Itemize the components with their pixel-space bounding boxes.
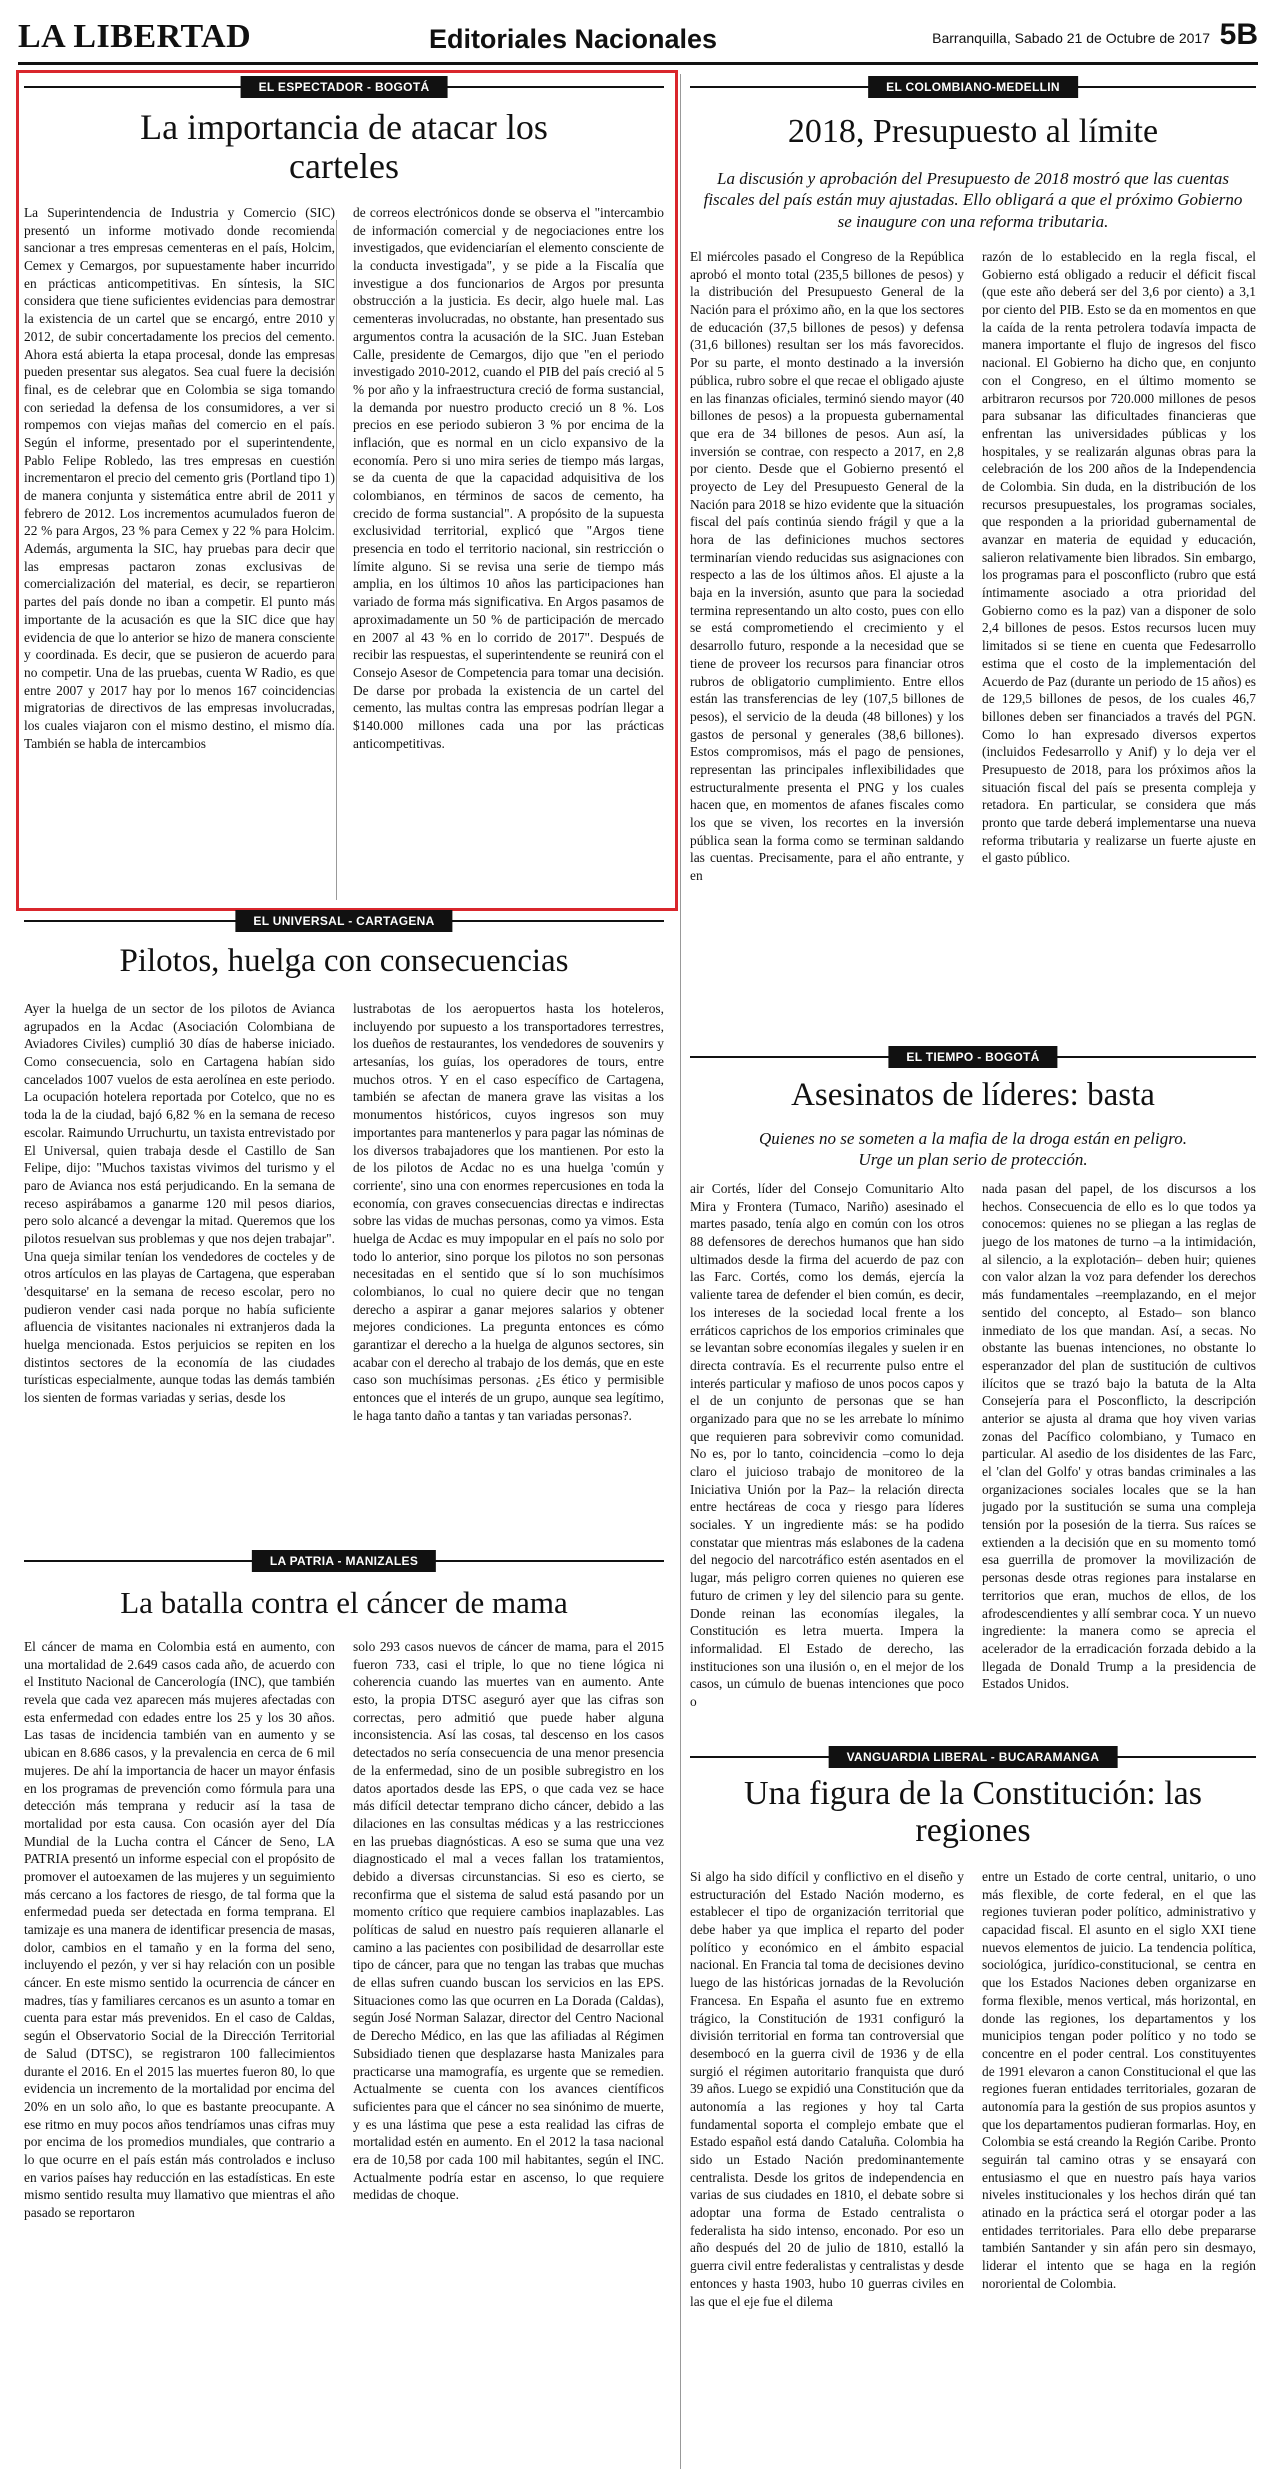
article-kicker: EL TIEMPO - BOGOTÁ [888,1046,1057,1068]
article-column: Ayer la huelga de un sector de los pilotos de Avianca agrupados en la Acdac (Asociación Colombiana de Aviadores Civiles) cumplió 30 días de haberse iniciado. Como consecuencia, solo en Cartagena habían sido cancelados 1007 vuelos de esta aerolínea en este periodo. La ocupación hotelera reportada por Cotelco, que no es toda la de la ciudad, bajó 6,82 % en la semana de receso escolar. Raimundo Urruchurtu, un taxista entrevistado por El Universal, quien trabaja desde el Castillo de San Felipe, dijo: "Muchos taxistas vivimos del turismo y el paro de Avianca nos está perjudicando. En la semana de receso aspirábamos a ganarme 120 mil pesos diarios, pero solo alcancé a devengar la mitad. Queremos que los pilotos resuelvan sus problemas y que nos dejen trabajar". Una queja similar tenían los vendedores de cocteles y de otros artículos en las playas de Cartagena, que esperaban 'desquitarse' en la semana de receso escolar, pero no pudieron vender casi nada porque no había suficiente afluencia de visitantes nacionales ni extranjeros dada la huelga mencionada. Estos perjuicios se repiten en los distintos sectores de la economía de las ciudades turísticas especialmente, aunque todas las demás también los sienten de formas variadas y serias, desde los [24,1001,335,1406]
article-column: nada pasan del papel, de los discursos a los hechos. Consecuencia de ello es lo que todos ya conocemos: quienes no se pliegan a las reglas de juego de los matones de turno –a la intimidación, al silencio, a la explotación– deben huir; quienes con valor alzan la voz para defender los derechos más fundamentales –reemplazando, en el mejor sentido del concepto, al Estado– son blanco inmediato de los que mandan. Así, a secas. No obstante las buenas intenciones, no obstante lo esperanzador del plan de sustitución de cultivos ilícitos que se trazó bajo la batuta de la Alta Consejería para el Posconflicto, la descripción anterior se ajusta al drama que hoy viven varias zonas del Pacífico colombiano, y Tumaco en particular. Al asedio de los disidentes de las Farc, el 'clan del Golfo' y otras bandas criminales a las organizaciones sociales locales que se la han jugado por la sustitución se suma una compleja tensión por la posesión de la tierra. Sus raíces se extienden a la decisión que en su momento tomó esa guerrilla de promover la movilización de personas desde otras regiones para instalarse en territorios que eran, muchos de ellos, de los afrodescendientes y allí sembrar coca. Y un nuevo ingrediente: la manera como se aprecia el acelerador de la erradicación forzada debido a la llegada de Donald Trump a la presidencia de Estados Unidos. [982,1181,1256,1692]
article-headline: 2018, Presupuesto al límite [787,113,1159,150]
article-kicker: EL UNIVERSAL - CARTAGENA [235,910,452,932]
masthead [18,14,1258,65]
article-column: lustrabotas de los aeropuertos hasta los hoteleros, incluyendo por supuesto a los transportadores terrestres, los dueños de restaurantes, los vendedores de souvenirs y artesanías, los guías, los operadores de tours, entre muchos otros. Y en el caso específico de Cartagena, también se afectan de manera grave las visitas a los monumentos históricos, cuyos ingresos son muy importantes para mantenerlos y para pagar las nóminas de los diversos trabajadores que los mantienen. Por esto la de los pilotos de Acdac no es una huelga 'común y corriente', sino una con enormes repercusiones en toda la economía, con graves consecuencias directas e indirectas sobre las vidas de muchas personas, como ya vimos. Esta huelga de Acdac es muy impopular en el país no solo por todo lo anterior, sino porque los pilotos no son personas necesitadas en el sentido que sí lo son muchísimos colombianos, lo cual no quiere decir que no tengan derecho a aspirar a ganar mejores salarios y obtener mejores condiciones. La pregunta entonces es cómo garantizar el derecho a la huelga de algunos sectores, sin acabar con el derecho al trabajo de los demás, que en este caso son muchísimas personas. ¿Es ético y permisible entonces que el interés de un grupo, aunque sea legítimo, le haga tanto daño a tantas y tan variadas personas?. [353,1001,664,1423]
article-presupuesto [690,76,1256,1038]
section-title: Editoriales Nacionales [428,24,718,54]
article-column: solo 293 casos nuevos de cáncer de mama, para el 2015 fueron 733, casi el triple, lo que no tiene lógica ni coherencia cuando las muertes van en aumento. Ante esto, la propia DTSC aseguró ayer que las cifras son correctas, pero admitió que puede haber alguna inconsistencia. Así las cosas, tal descenso en los casos detectados no sería consecuencia de una menor presencia de la enfermedad, sino de un posible subregistro en los datos aportados desde las EPS, o que cada vez se hace más difícil detectar temprano dicho cáncer, debido a las dilaciones en las consultas médicas y a las restricciones en las pruebas diagnósticas. A eso se suma que una vez diagnosticado el mal a veces fallan los tratamientos, debido a diversas circunstancias. Si eso es cierto, se reconfirma que el sistema de salud está pasando por un momento crítico que requiere cambios inaplazables. Las políticas de salud en nuestro país requieren allanarle el camino a las pacientes con posibilidad de desarrollar este tipo de cáncer, para que no tengan las trabas que muchas de ellas sufren cuando buscan los servicios en las EPS. Situaciones como las que ocurren en La Dorada (Caldas), según José Norman Salazar, director del Centro Nacional de Derecho Médico, en las que las afiliadas al Régimen Subsidiado tienen que desplazarse hasta Manizales para practicarse una mamografía, es urgente que se remedien. Actualmente se cuenta con los avances científicos suficientes para que el cáncer no sea sinónimo de muerte, y es una lástima que pese a esta realidad las cifras de mortalidad estén en aumento. En el 2012 la tasa nacional era de 10,58 por cada 100 mil habitantes, según el INC. Actualmente podría estar en ascenso, lo que requiere medidas de choque. [353,1639,664,2203]
issue-date: Barranquilla, Sabado 21 de Octubre de 2017 [932,30,1210,46]
article-kicker: LA PATRIA - MANIZALES [252,1550,436,1572]
article-kicker: EL ESPECTADOR - BOGOTÁ [241,76,448,98]
article-headline: La batalla contra el cáncer de mama [120,1585,568,1620]
article-deck: Quienes no se someten a la mafia de la droga están en peligro. Urge un plan serio de protección. [759,1129,1187,1170]
article-headline: La importancia de atacar los carteles [140,107,548,186]
article-column: air Cortés, líder del Consejo Comunitario Alto Mira y Frontera (Tumaco, Nariño) asesinado el martes pasado, tenía algo en común con los otros 88 defensores de derechos humanos que han sido ultimados desde la firma del acuerdo de paz con las Farc. Cortés, como los demás, ejercía la valiente tarea de defender el bien común, es decir, los intereses de la sociedad local frente a los erráticos caprichos de los emporios criminales que se levantan sobre economías ilegales y suelen ir en directa contravía. Es el recurrente pulso entre el interés particular y mafioso de unos pocos capos y el de un conjunto de personas que se han organizado para que no se les arrebate lo mínimo que requieren para sobrevivir como comunidad. No es, por lo tanto, coincidencia –como lo deja claro el juicioso trabajo de monitoreo de la Iniciativa Unión por la Paz– la relación directa entre hectáreas de coca y riesgo para líderes sociales. Y un ingrediente más: se ha podido constatar que mientras más eslabones de la cadena del negocio del narcotráfico estén asentados en el lugar, más peligro corren quienes no quieren ese futuro de crimen y ley del silencio para su gente. Donde reinan las economías ilegales, la Constitución es letra muerta. Impera la informalidad. El Estado de derecho, las instituciones son una ilusión o, en el mejor de los casos, un cúmulo de buenas intenciones que poco o [690,1181,964,1709]
article-headline: Una figura de la Constitución: las regiones [744,1775,1202,1849]
article-regiones [690,1746,1256,2468]
article-headline: Asesinatos de líderes: basta [791,1077,1155,1113]
article-column: razón de lo establecido en la regla fiscal, el Gobierno está obligado a reducir el déficit fiscal (que este año deberá ser del 3,6 por ciento) a 3,1 por ciento del PIB. Esto se da en momentos en que la caída de la renta petrolera todavía impacta de manera importante el flujo de ingresos del fisco nacional. El Gobierno ha dicho que, en conjunto con el Congreso, en el último momento se arbitraron recursos por 720.000 millones de pesos para subsanar las dificultades financieras que enfrentan las universidades públicas y los hospitales, y se realizarán algunas obras para la celebración de los 200 años de la Independencia de Colombia. Sin duda, en la distribución de los recursos presupuestales, los programas sociales, que responden a la prioridad gubernamental de avanzar en materia de equidad y educación, salieron relativamente bien librados. Sin embargo, los programas para el posconflicto (rubro que está íntimamente asociado a otra prioridad del Gobierno como es la paz) van a disponer de solo 2,4 billones de pesos. Estos recursos lucen muy limitados si se tiene en cuenta que Fedesarrollo estima que el costo de la implementación del Acuerdo de Paz (durante un periodo de 15 años) es de 129,5 billones de pesos, de los cuales 46,7 billones deben ser financiados a través del PGN. Como lo han expresado diversos expertos (incluidos Fedesarrollo y Anif) y lo deja ver el Presupuesto de 2018, para los próximos años la situación fiscal del país se presenta compleja y retadora. En particular, se considera que más pronto que tarde deberá implementarse una nueva reforma tributaria y realizarse un fuerte ajuste en el gasto público. [982,249,1256,866]
article-column: El miércoles pasado el Congreso de la República aprobó el monto total (235,5 billones de pesos) y la distribución del Presupuesto General de la Nación para el próximo año, en la que los sectores de educación (37,5 billones de pesos) y defensa (31,6 billones) resultan ser los más favorecidos. Por su parte, el monto destinado a la inversión pública, rubro sobre el que recae el obligado ajuste en las finanzas oficiales, terminó siendo mayor (40 billones de pesos) a la propuesta gubernamental que era de 34 billones de pesos. Aun así, la inversión se contrae, con respecto a 2017, en 2,8 por ciento. Desde que el Gobierno presentó el proyecto de Ley del Presupuesto General de la Nación para 2018 se hizo evidente que la situación fiscal del país continúa siendo frágil y que a la hora de las definiciones muchos sectores terminarían viendo reducidas sus asignaciones con respecto a las de los últimos años. El ajuste a la baja en la inversión, asunto que para la sociedad termina representando un alto costo, pues con ello se está comprometiendo el crecimiento y el desarrollo futuro, responde a la necesidad que se tiene de proveer los recursos para financiar otros rubros de obligatorio cumplimiento. Entre ellos están las transferencias de ley (107,5 billones de pesos), el servicio de la deuda (48 billones) y los gastos de personal y generales (38,6 billones). Estos compromisos, más el pago de pensiones, representan las principales inflexibilidades que estructuralmente presenta el PNG y los cuales hacen que, en momentos de afanes fiscales como los que se viven, los recortes en la inversión pública sean la forma como se terminan saldando las cuentas. Precisamente, para el año entrante, y en [690,249,964,884]
article-column: entre un Estado de corte central, unitario, o uno más flexible, de corte federal, en el que las regiones tuvieran poder político, administrativo y capacidad fiscal. El asunto en el siglo XXI tiene nuevos elementos de juicio. La tendencia política, sociológica, jurídico-constitucional, se centra en que los Estados Naciones deben organizarse en forma flexible, menos vertical, más horizontal, en donde las regiones, los departamentos y los municipios tengan poder político y no todo se concentre en el poder central. Los constituyentes de 1991 elevaron a canon Constitucional el que las regiones fueran entidades territoriales, gozaran de autonomía para la gestión de sus propios asuntos y que los departamentos pudieran formarlas. Hoy, en Colombia se está creando la Región Caribe. Pronto seguirán tal camino otras y se ensayará con entusiasmo el que en nuestro país haya varios niveles institucionales y los hechos dirán qué tan atinado en la práctica será el otorgar poder a las entidades territoriales. Para ello debe prepararse también Santander y sin afán pero sin desmayo, liderar el intento que se haga en la región nororiental de Colombia. [982,1869,1256,2291]
column-divider [680,74,681,2469]
article-deck: La discusión y aprobación del Presupuesto de 2018 mostró que las cuentas fiscales del país están muy ajustadas. Ello obligará a que el próximo Gobierno se inaugure con una reforma tributaria. [703,169,1243,231]
article-column: La Superintendencia de Industria y Comercio (SIC) presentó un informe motivado donde recomienda sancionar a tres empresas cementeras en el país, Holcim, Cemex y Cemargos, por supuestamente haber incurrido en prácticas anticompetitivas. En síntesis, la SIC considera que tiene suficientes evidencias para demostrar la existencia de un cartel que se encargó, entre 2010 y 2012, de subir concertadamente los precios del cemento. Ahora está abierta la etapa procesal, donde las empresas pueden presentar sus alegatos. Sea cual fuere la decisión final, es de celebrar que en Colombia se siga tomando con seriedad la defensa de los consumidores, a ver si rompemos con viejas mañas del comercio en el país. Según el informe, presentado por el superintendente, Pablo Felipe Robledo, las tres empresas en cuestión incrementaron el precio del cemento gris (Portland tipo 1) de manera conjunta y sistemática entre abril de 2011 y febrero de 2012. Los incrementos acumulados fueron de 22 % para Argos, 23 % para Cemex y 22 % para Holcim. Además, argumenta la SIC, hay pruebas para decir que las empresas pactaron zonas exclusivas de comercialización del material, es decir, se repartieron partes del país donde no iban a competir. El punto más importante de la acusación es que la SIC dice que hay evidencia de que lo anterior se hizo de manera consciente y coordinada. Es decir, que se pusieron de acuerdo para no competir. Una de las pruebas, cuenta W Radio, es que entre 2007 y 2017 hay por lo menos 167 coincidencias migratorias de directivos de las empresas involucradas, los cuales viajaron con el mismo destino, el mismo día. También se habla de intercambios [24,205,335,751]
article-kicker: EL COLOMBIANO-MEDELLIN [868,76,1078,98]
newspaper-name: LA LIBERTAD [18,18,252,55]
article-column: Si algo ha sido difícil y conflictivo en el diseño y estructuración del Estado Nación moderno, es establecer el tipo de organización territorial que debe haber ya que implica el reparto del poder político y económico en el ámbito espacial nacional. En Francia tal toma de decisiones devino luego de las históricas jornadas de la Revolución Francesa. En España el asunto fue en extremo trágico, la Constitución de 1931 configuró la división territorial en forma tan controversial que desembocó en la guerra civil de 1936 y de ella surgió el régimen autoritario franquista que duró 39 años. Luego se expidió una Constitución que da autonomía a las regiones y hoy tal Carta fundamental soporta el complejo embate que el Estado español está dando Cataluña. Colombia ha sido un Estado Nación predominantemente centralista. Desde los gritos de independencia en varias de sus ciudades en 1810, el debate sobre si adoptar una forma de Estado centralista o federalista ha sido intenso, enconado. Por eso un año después del 20 de julio de 1810, estalló la guerra civil entre federalistas y centralistas y desde entonces y hasta 1903, hubo 10 guerras civiles en las que el eje fue el dilema [690,1869,964,2309]
page-number: 5B [1219,18,1258,51]
article-pilotos [24,910,664,1540]
article-cancer [24,1550,664,2468]
article-carteles [24,76,664,898]
article-headline: Pilotos, huelga con consecuencias [119,943,569,979]
article-lideres [690,1046,1256,1736]
article-column: El cáncer de mama en Colombia está en aumento, con una mortalidad de 2.649 casos cada año, de acuerdo con el Instituto Nacional de Cancerología (INC), que también revela que cada vez aparecen más mujeres afectadas con esta enfermedad con edades entre los 25 y los 30 años. Las tasas de incidencia también van en aumento y se ubican en 8.686 casos, y la prevalencia en cerca de 6 mil mujeres. De ahí la importancia de hacer un mayor énfasis en los programas de prevención como fórmula para una detección más temprana y reducir así la tasa de mortalidad por esta causa. Con ocasión ayer del Día Mundial de la Lucha contra el Cáncer de Seno, LA PATRIA presentó un informe especial con el propósito de promover el autoexamen de las mujeres y un seguimiento más cercano a los factores de riesgo, de tal forma que la enfermedad pueda ser detectada en forma temprana. El tamizaje es una manera de identificar presencia de masas, dolor, cambios en el tamaño y en la forma del seno, incluyendo el pezón, y ver si hay relación con un posible cáncer. En este mismo sentido la ocurrencia de cáncer en madres, tías y familiares cercanos es un asunto a tomar en cuenta para estar más prevenidos. En el caso de Caldas, según el Observatorio Social de la Dirección Territorial de Salud (DTSC), se registraron 100 fallecimientos durante el 2016. En el 2015 las muertes fueron 80, lo que evidencia un incremento de la mortalidad por encima del 20% en un solo año, lo que es bastante preocupante. A ese ritmo en muy pocos años tendríamos unas cifras muy por encima de los promedios mundiales, que contrario a lo que ocurre en el país están más controlados e incluso en varios países hay reducción en las estadísticas. En este mismo sentido resulta muy llamativo que mientras el año pasado se reportaron [24,1639,335,2220]
article-kicker: VANGUARDIA LIBERAL - BUCARAMANGA [829,1746,1118,1768]
article-column: de correos electrónicos donde se observa el "intercambio de información comercial y de negociaciones entre los investigados, que evidenciarían el elemento consciente de la conducta investigada", y se pide a la Fiscalía que investigue a dos funcionarios de Argos por presunta obstrucción a la justicia. Es decir, algo huele mal. Las cementeras involucradas, no obstante, han presentado sus argumentos contra la acusación de la SIC. Juan Esteban Calle, presidente de Cemargos, dijo que "en el periodo investigado 2010-2012, cuando el PIB del país creció al 5 % por año y la infraestructura creció de forma sustancial, la demanda por nuestro producto creció un 8 %. Los precios en ese periodo subieron 3 % por encima de la inflación, que es normal en un ciclo expansivo de la economía. Pero si uno mira series de tiempo más largas, se da cuenta de que la capacidad adquisitiva de los colombianos, en términos de sacos de cemento, ha crecido de forma sustancial". A propósito de la supuesta exclusividad territorial, explicó que "Argos tiene presencia en todo el territorio nacional, sin restricción o límite alguno. Si se revisa una serie de tiempo más amplia, en los últimos 10 años las participaciones han variado de forma más significativa. En Argos pasamos de aproximadamente un 50 % de participación de mercado en 2007 al 43 % en lo corrido de 2017". Después de recibir las respuestas, el superintendente se reunirá con el Consejo Asesor de Competencia para tomar una decisión. De darse por probada la existencia de un cartel del cemento, las multas contra las empresas podrían llegar a $140.000 millones cada una por las prácticas anticompetitivas. [353,205,664,751]
